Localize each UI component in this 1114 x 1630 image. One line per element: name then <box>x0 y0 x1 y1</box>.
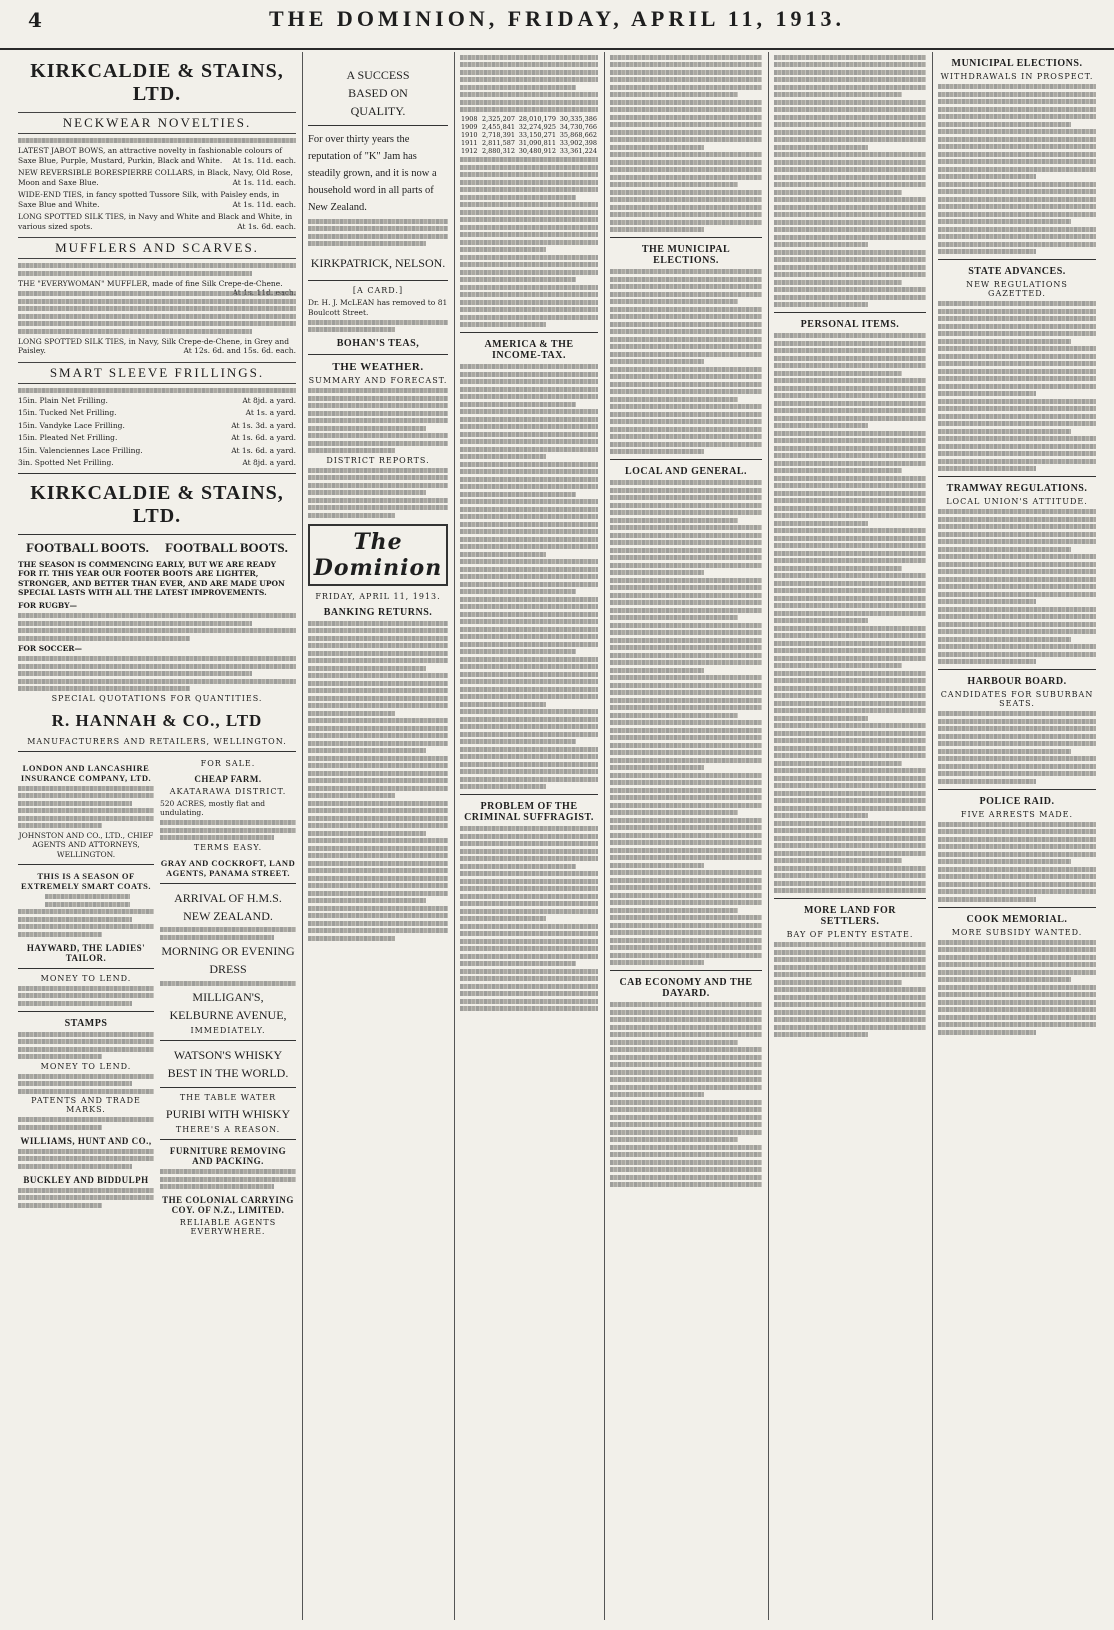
success-line: QUALITY. <box>350 104 406 118</box>
deposits-table <box>460 115 598 155</box>
k-jam-body: For over thirty years the reputation of "K" Jam has steadily grown, and it is now a household word in all parts of New Zealand. <box>308 134 437 213</box>
column-editorial <box>304 52 452 1620</box>
subsidy: MORE SUBSIDY WANTED. <box>951 927 1083 937</box>
hayward: HAYWARD, THE LADIES' TAILOR. <box>26 942 146 963</box>
frilling-item: 15in. Valenciennes Lace Frilling. At 1s. 6d. a yard. <box>18 445 296 455</box>
for-soccer: FOR SOCCER— <box>18 643 83 653</box>
table-row: 1908 2,325,207 28,010,179 30,335,386 <box>461 114 597 123</box>
football-boots-heading: FOOTBALL BOOTS. FOOTBALL BOOTS. <box>26 539 288 555</box>
money-to-lend-2: MONEY TO LEND. <box>40 1061 132 1071</box>
hannah-sub: MANUFACTURERS AND RETAILERS, WELLINGTON. <box>27 736 287 746</box>
milligan: MILLIGAN'S, KELBURNE AVENUE, <box>169 990 287 1022</box>
cook-memorial: COOK MEMORIAL. <box>966 913 1068 925</box>
football-intro: THE SEASON IS COMMENCING EARLY, BUT WE ARE READY FOR IT. THIS YEAR OUR FOOTER BOOTS ARE LIGHTER, STRONGER, AND BETTER THAN EVER, AND ARE MADE UPON SPECIAL LASTS WITH ALL THE LATEST IMPROVEMENTS. <box>18 559 285 597</box>
reliable: RELIABLE AGENTS EVERYWHERE. <box>179 1218 277 1236</box>
column-news-4 <box>606 52 766 1620</box>
withdrawals: WITHDRAWALS IN PROSPECT. <box>940 72 1094 81</box>
kirkpatrick: KIRKPATRICK, NELSON. <box>310 256 446 270</box>
dominion-nameplate: The Dominion <box>308 524 448 586</box>
classified-right <box>160 757 296 1240</box>
hannah-name: R. HANNAH & CO., LTD <box>51 710 263 730</box>
morning: MORNING OR EVENING <box>161 944 295 958</box>
frilling-item: 3in. Spotted Net Frilling. At 8jd. a yard. <box>18 458 296 467</box>
mclean: Dr. H. J. McLEAN has removed to 81 Boulcott Street. <box>308 298 448 317</box>
masthead-title: THE DOMINION, FRIDAY, APRIL 11, 1913. <box>268 6 846 31</box>
column-rule <box>454 52 455 1620</box>
table-row: 1910 2,718,391 33,150,271 35,868,662 <box>461 130 597 139</box>
colonial-carrying: THE COLONIAL CARRYING COY. OF N.Z., LIMITED. <box>162 1195 294 1215</box>
frilling-item: 15in. Tucked Net Frilling. At 1s. a yard. <box>18 408 296 417</box>
classified-left <box>18 757 154 1240</box>
candidates: CANDIDATES FOR SUBURBAN SEATS. <box>940 690 1094 708</box>
success-line: BASED ON <box>348 86 408 100</box>
banking-title: BANKING RETURNS. <box>323 606 433 618</box>
cheap-farm: CHEAP FARM. <box>194 773 262 784</box>
state-advances: STATE ADVANCES. <box>968 266 1066 277</box>
america-title: AMERICA & THE INCOME-TAX. <box>484 339 574 361</box>
columns <box>14 52 1100 1622</box>
kirkcaldie-footer: KIRKCALDIE & STAINS, LTD. <box>30 481 284 527</box>
furniture: FURNITURE REMOVING AND PACKING. <box>169 1146 287 1166</box>
patents: PATENTS AND TRADE MARKS. <box>31 1096 141 1114</box>
reason: THERE'S A REASON. <box>175 1125 281 1134</box>
terms: TERMS EASY. <box>193 842 263 852</box>
london-lancashire: LONDON AND LANCASHIRE INSURANCE COMPANY, LTD. <box>20 762 152 783</box>
williams-hunt: WILLIAMS, HUNT AND CO., <box>20 1135 152 1146</box>
watsons: WATSON'S WHISKY <box>173 1048 283 1062</box>
table-water: THE TABLE WATER <box>179 1093 277 1102</box>
smart-coats: THIS IS A SEASON OF EXTREMELY SMART COATS. <box>21 871 151 891</box>
johnston: JOHNSTON AND CO., LTD., CHIEF AGENTS AND ATTORNEYS, WELLINGTON. <box>18 830 154 859</box>
harbour: HARBOUR BOARD. <box>967 676 1067 687</box>
frilling-item: 15in. Plain Net Frilling. At 8jd. a yard. <box>18 395 296 405</box>
akatarawa: AKATARAWA DISTRICT. <box>169 786 287 796</box>
for-rugby: FOR RUGBY— <box>18 600 77 610</box>
muffler-item: THE "EVERYWOMAN" MUFFLER, made of fine Silk Crepe-de-Chene. <box>18 278 283 288</box>
weather-title: THE WEATHER. <box>332 361 424 373</box>
district-reports: DISTRICT REPORTS. <box>326 455 430 465</box>
neckwear-item: NEW REVERSIBLE BORESPIERRE COLLARS, in Black, Navy, Old Rose, Moon and Saxe Blue. At 1s. 11d. each. <box>18 168 296 187</box>
frillings-title: SMART SLEEVE FRILLINGS. <box>18 362 296 384</box>
column-news-5 <box>770 52 930 1620</box>
new-regs: NEW REGULATIONS GAZETTED. <box>966 280 1068 298</box>
text-line <box>18 138 296 143</box>
local-general: LOCAL AND GENERAL. <box>624 466 748 477</box>
acres: 520 ACRES, mostly flat and undulating. <box>160 798 266 817</box>
stamps: STAMPS <box>64 1017 108 1029</box>
column-news-3 <box>456 52 602 1620</box>
frilling-item: 15in. Vandyke Lace Frilling. At 1s. 3d. a yard. <box>18 420 296 430</box>
best-in-world: BEST IN THE WORLD. <box>167 1066 289 1080</box>
masthead <box>0 0 1114 50</box>
neckwear-title: NECKWEAR NOVELTIES. <box>18 112 296 134</box>
page-number: 4 <box>28 8 42 32</box>
immediately: IMMEDIATELY. <box>190 1026 266 1035</box>
gray-cockroft: GRAY AND COCKROFT, LAND AGENTS, PANAMA STREET. <box>160 857 296 878</box>
kirkcaldie-header: KIRKCALDIE & STAINS, LTD. <box>30 60 284 105</box>
municipal-elections: MUNICIPAL ELECTIONS. <box>951 58 1083 69</box>
table-row: 1912 2,880,312 30,480,912 33,361,224 <box>461 146 597 155</box>
municipal-title: THE MUNICIPAL ELECTIONS. <box>641 244 731 266</box>
table-row: 1911 2,811,587 31,090,811 33,902,398 <box>461 138 597 147</box>
weather-sub: SUMMARY AND FORECAST. <box>308 376 448 385</box>
neckwear-item: LATEST JABOT BOWS, an attractive novelty in fashionable colours of Saxe Blue, Purple, Mustard, Purkin, Black and White. At 1s. 11d. each. <box>18 146 296 165</box>
five-arrests: FIVE ARRESTS MADE. <box>960 809 1074 819</box>
bay-plenty: BAY OF PLENTY ESTATE. <box>786 930 914 939</box>
column-ads-left <box>14 52 300 1620</box>
cab-economy: CAB ECONOMY AND THE DAYARD. <box>619 977 753 999</box>
bohans: BOHAN'S TEAS, <box>336 338 420 349</box>
money-to-lend: MONEY TO LEND. <box>40 973 132 983</box>
buckley: BUCKLEY AND BIDDULPH <box>23 1174 149 1185</box>
special-quotations: SPECIAL QUOTATIONS FOR QUANTITIES. <box>51 693 263 703</box>
frilling-item: 15in. Pleated Net Frilling. At 1s. 6d. a yard. <box>18 433 296 442</box>
local-union: LOCAL UNION'S ATTITUDE. <box>946 497 1088 506</box>
column-rule <box>768 52 769 1620</box>
card: [A CARD.] <box>352 286 404 295</box>
tramway: TRAMWAY REGULATIONS. <box>946 483 1088 494</box>
column-rule <box>302 52 303 1620</box>
more-land: MORE LAND FOR SETTLERS. <box>803 905 897 927</box>
date-line: FRIDAY, APRIL 11, 1913. <box>315 591 441 601</box>
success-line: A SUCCESS <box>346 68 410 82</box>
puribi: PURIBI WITH WHISKY <box>165 1107 291 1121</box>
classifieds <box>18 757 296 1240</box>
column-rule <box>932 52 933 1620</box>
muffler-item: LONG SPOTTED SILK TIES, in Navy, Silk Crepe-de-Chene, in Grey and Paisley. At 12s. 6d. and 15s. 6d. each. <box>18 336 296 355</box>
neckwear-item: LONG SPOTTED SILK TIES, in Navy and White and Black and White, in various sized spots. At 1s. 6d. each. <box>18 212 296 231</box>
dress: DRESS <box>209 962 247 976</box>
mufflers-title: MUFFLERS AND SCARVES. <box>18 237 296 259</box>
personal-title: PERSONAL ITEMS. <box>800 319 900 330</box>
table-row: 1909 2,455,841 32,274,925 34,730,766 <box>461 122 597 131</box>
column-rule <box>604 52 605 1620</box>
neckwear-item: WIDE-END TIES, in fancy spotted Tussore Silk, with Paisley ends, in Saxe Blue and White. At 1s. 11d. each. <box>18 190 296 209</box>
criminal-title: PROBLEM OF THE CRIMINAL SUFFRAGIST. <box>464 801 594 823</box>
police-raid: POLICE RAID. <box>979 795 1055 807</box>
arrival: ARRIVAL OF H.M.S. NEW ZEALAND. <box>174 890 282 923</box>
column-news-6 <box>934 52 1100 1620</box>
for-sale: FOR SALE. <box>200 758 256 768</box>
